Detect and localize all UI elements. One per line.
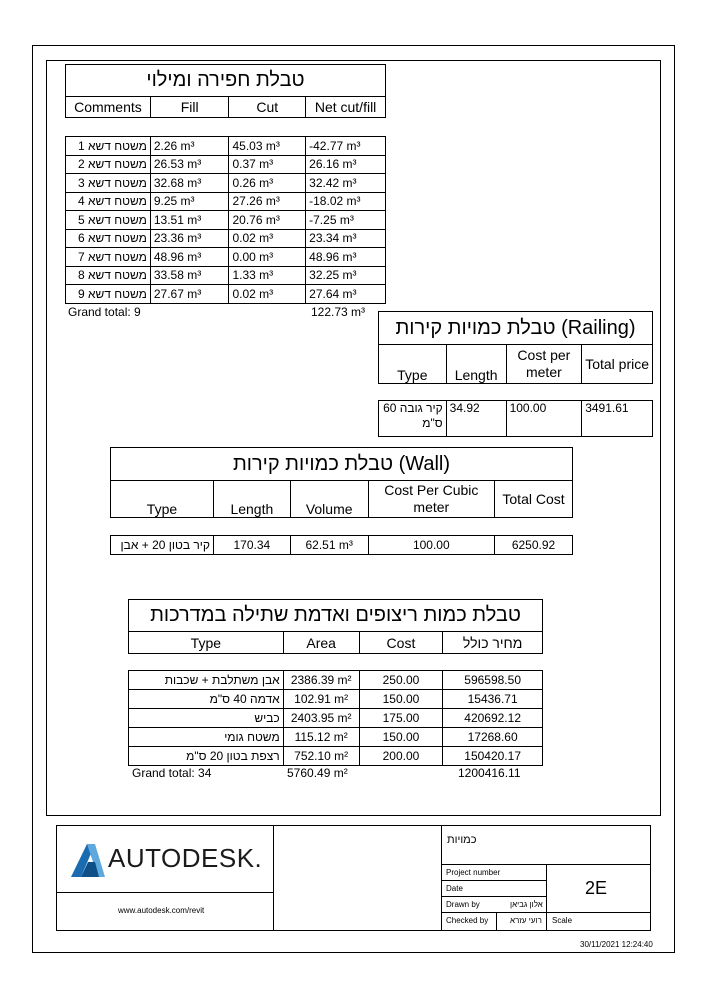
floors-grand-total-area: 5760.49 m² <box>287 766 348 780</box>
cutfill-header-comments: Comments <box>66 97 151 118</box>
cutfill-title: טבלת חפירה ומילוי <box>66 65 386 97</box>
cutfill-schedule <box>65 64 386 304</box>
wall-header-length: Length <box>213 481 290 518</box>
wall-header-type: Type <box>111 481 214 518</box>
floors-header-cost: Cost <box>359 632 443 654</box>
autodesk-logo-text: AUTODESK. <box>108 843 263 873</box>
cutfill-header-fill: Fill <box>150 97 229 118</box>
floors-header-type: Type <box>129 632 284 654</box>
wall-schedule <box>110 447 573 555</box>
print-timestamp: 30/11/2021 12:24:40 <box>580 940 653 949</box>
table-row: אדמה 40 ס"מ 102.91 m² 150.00 15436.71 <box>129 690 543 709</box>
floors-grand-total-price: 1200416.11 <box>458 766 521 780</box>
railing-header-cost: Cost per meter <box>506 345 582 384</box>
table-row: משטח דשא 3 32.68 m³ 0.26 m³ 32.42 m³ <box>66 174 386 193</box>
table-row: קיר גובה 60 ס"מ 34.92 100.00 3491.61 <box>379 401 653 437</box>
floors-schedule <box>128 599 543 766</box>
table-row: רצפת בטון 20 ס"מ 752.10 m² 200.00 150420.17 <box>129 747 543 766</box>
floors-grand-total-label: Grand total: 34 <box>132 766 212 780</box>
table-row: משטח דשא 6 23.36 m³ 0.02 m³ 23.34 m³ <box>66 229 386 248</box>
sheet-number: 2E <box>585 878 608 898</box>
table-row: משטח דשא 5 13.51 m³ 20.76 m³ -7.25 m³ <box>66 211 386 230</box>
sheet-name: כמויות <box>447 834 477 846</box>
cutfill-grand-total-value: 122.73 m³ <box>311 305 366 319</box>
scale-label: Scale <box>552 916 573 925</box>
autodesk-url[interactable]: www.autodesk.com/revit <box>118 906 205 915</box>
table-row: משטח דשא 2 26.53 m³ 0.37 m³ 26.16 m³ <box>66 155 386 174</box>
floors-header-area: Area <box>283 632 359 654</box>
titleblock-divider <box>46 815 661 816</box>
cutfill-grand-total-label: Grand total: 9 <box>68 305 141 319</box>
wall-header-cost: Cost Per Cubic meter <box>368 481 494 518</box>
railing-header-total: Total price <box>582 345 653 384</box>
drawn-by-label: Drawn by <box>446 900 480 909</box>
wall-title: טבלת כמויות קירות (Wall) <box>111 448 573 481</box>
table-row: משטח דשא 1 2.26 m³ 45.03 m³ -42.77 m³ <box>66 137 386 156</box>
table-row: משטח גומי 115.12 m² 150.00 17268.60 <box>129 728 543 747</box>
autodesk-logo-icon <box>68 842 106 878</box>
railing-schedule <box>378 311 653 437</box>
checked-by-value: רועי עזרא <box>510 916 542 925</box>
table-row: כביש 2403.95 m² 175.00 420692.12 <box>129 709 543 728</box>
wall-header-total: Total Cost <box>495 481 573 518</box>
cutfill-header-cut: Cut <box>229 97 306 118</box>
floors-title: טבלת כמות ריצופים ואדמת שתילה במדרכות <box>129 600 543 632</box>
railing-title: טבלת כמויות קירות (Railing) <box>379 312 653 345</box>
table-row: משטח דשא 9 27.67 m³ 0.02 m³ 27.64 m³ <box>66 285 386 304</box>
table-row: משטח דשא 7 48.96 m³ 0.00 m³ 48.96 m³ <box>66 248 386 267</box>
date-label: Date <box>446 884 463 893</box>
railing-header-length: Length <box>446 345 506 384</box>
floors-header-total: מחיר כולל <box>443 632 543 654</box>
drawn-by-value: אלון גביאן <box>510 900 543 909</box>
table-row: משטח דשא 8 33.58 m³ 1.33 m³ 32.25 m³ <box>66 266 386 285</box>
cutfill-header-net: Net cut/fill <box>306 97 386 118</box>
table-row: קיר בטון 20 + אבן 170.34 62.51 m³ 100.00 6250.92 <box>111 536 573 555</box>
table-row: אבן משתלבת + שכבות 2386.39 m² 250.00 596598.50 <box>129 671 543 690</box>
railing-header-type: Type <box>379 345 447 384</box>
project-number-label: Project number <box>446 868 501 877</box>
checked-by-label: Checked by <box>446 916 489 925</box>
table-row: משטח דשא 4 9.25 m³ 27.26 m³ -18.02 m³ <box>66 192 386 211</box>
wall-header-volume: Volume <box>290 481 368 518</box>
